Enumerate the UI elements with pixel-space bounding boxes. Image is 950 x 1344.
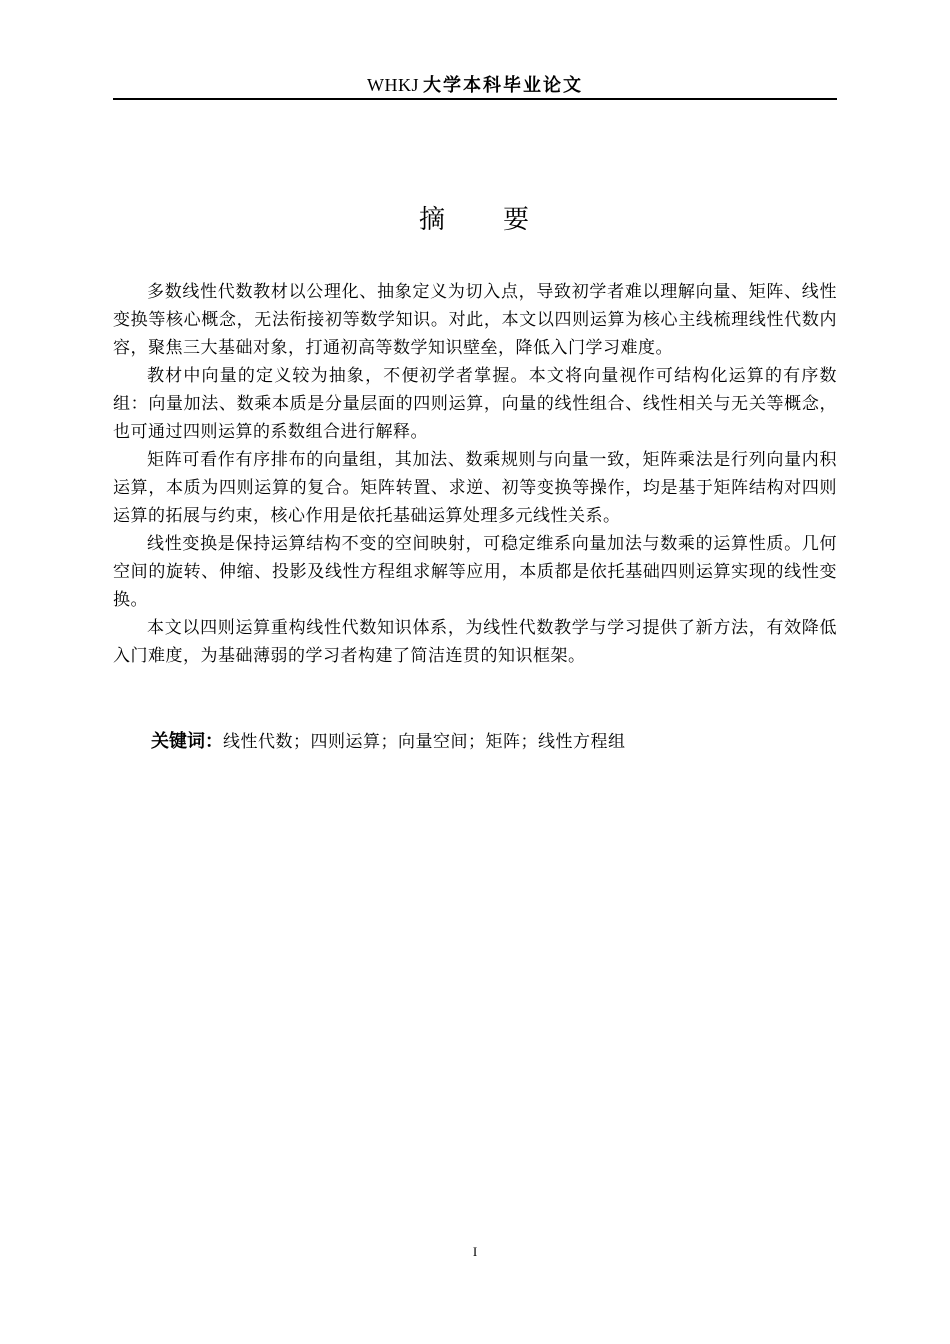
abstract-body — [113, 278, 837, 670]
abstract-title-char-1: 摘 — [418, 205, 447, 235]
header-title: 大学本科毕业论文 — [423, 75, 583, 96]
abstract-title — [113, 200, 837, 240]
abstract-paragraph-1: 多数线性代数教材以公理化、抽象定义为切入点，导致初学者难以理解向量、矩阵、线性变换等核心概念，无法衔接初等数学知识。对此，本文以四则运算为核心主线梳理线性代数内容，聚焦三大基础对象，打通初高等数学知识壁垒，降低入门学习难度。 — [113, 282, 837, 358]
header-rule — [113, 98, 837, 100]
abstract-paragraph-4: 线性变换是保持运算结构不变的空间映射，可稳定维系向量加法与数乘的运算性质。几何空间的旋转、伸缩、投影及线性方程组求解等应用，本质都是依托基础四则运算实现的线性变换。 — [113, 534, 837, 610]
page-number: I — [472, 1244, 478, 1259]
abstract-paragraph-3: 矩阵可看作有序排布的向量组，其加法、数乘规则与向量一致，矩阵乘法是行列向量内积运算，本质为四则运算的复合。矩阵转置、求逆、初等变换等操作，均是基于矩阵结构对四则运算的拓展与约束，核心作用是依托基础运算处理多元线性关系。 — [113, 450, 837, 526]
abstract-paragraph-5: 本文以四则运算重构线性代数知识体系，为线性代数教学与学习提供了新方法，有效降低入门难度，为基础薄弱的学习者构建了简洁连贯的知识框架。 — [113, 618, 837, 666]
keywords-text: 线性代数；四则运算；向量空间；矩阵；线性方程组 — [223, 732, 626, 752]
page-header — [113, 70, 837, 100]
abstract-paragraph-2: 教材中向量的定义较为抽象，不便初学者掌握。本文将向量视作可结构化运算的有序数组：向量加法、数乘本质是分量层面的四则运算，向量的线性组合、线性相关与无关等概念，也可通过四则运算的系数组合进行解释。 — [113, 366, 837, 442]
header-code: WHKJ — [367, 75, 419, 95]
keywords-label: 关键词： — [151, 731, 223, 752]
keywords — [151, 727, 837, 757]
abstract-title-char-2: 要 — [503, 205, 532, 235]
